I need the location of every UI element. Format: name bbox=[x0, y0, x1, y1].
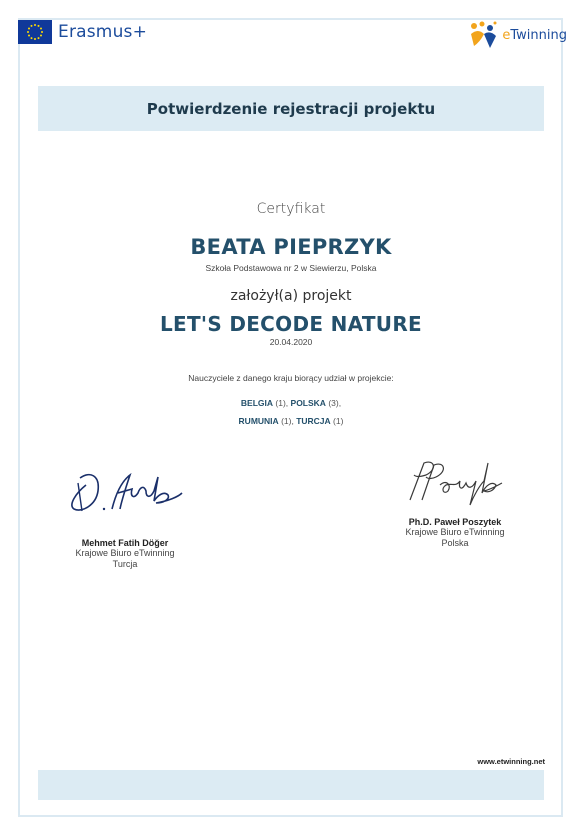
project-name: LET'S DECODE NATURE bbox=[159, 312, 423, 336]
country-separator: , bbox=[338, 398, 342, 408]
country-separator: , bbox=[285, 398, 291, 408]
etwinning-logo bbox=[468, 20, 567, 50]
signatory-office-right: Krajowe Biuro eTwinning bbox=[405, 527, 505, 537]
project-date: 20.04.2020 bbox=[269, 337, 313, 347]
countries-line-1 bbox=[38, 398, 544, 408]
title-bar bbox=[38, 86, 544, 131]
country-count: (1) bbox=[275, 398, 286, 408]
signature-block-left bbox=[25, 463, 225, 570]
signatory-name-left: Mehmet Fatih Döğer bbox=[81, 538, 169, 548]
country-name: RUMUNIA bbox=[238, 416, 279, 426]
recipient-name: BEATA PIEPRZYK bbox=[190, 235, 392, 259]
page-title: Potwierdzenie rejestracji projektu bbox=[146, 99, 436, 118]
signature-block-right bbox=[355, 455, 555, 549]
etwinning-name: Twinning bbox=[510, 27, 567, 43]
country-separator: , bbox=[291, 416, 297, 426]
country-count: (3) bbox=[328, 398, 339, 408]
erasmus-logo bbox=[18, 20, 147, 44]
etwinning-label bbox=[502, 28, 567, 43]
country-name: TURCJA bbox=[296, 416, 331, 426]
country-name: POLSKA bbox=[290, 398, 326, 408]
country-count: (1) bbox=[333, 416, 344, 426]
handwritten-signature-right bbox=[355, 455, 555, 515]
erasmus-label: Erasmus+ bbox=[58, 22, 148, 42]
website-link[interactable]: www.etwinning.net bbox=[477, 757, 545, 766]
school-name: Szkoła Podstawowa nr 2 w Siewierzu, Polska bbox=[205, 263, 377, 273]
country-name: BELGIA bbox=[240, 398, 274, 408]
founded-text: założył(a) projekt bbox=[230, 288, 352, 304]
footer-bar bbox=[38, 770, 544, 800]
countries-line-2 bbox=[38, 416, 544, 426]
teachers-intro: Nauczyciele z danego kraju biorący udział w projekcie: bbox=[188, 373, 394, 383]
signatory-office-left: Krajowe Biuro eTwinning bbox=[75, 548, 175, 558]
signatory-country-right: Polska bbox=[441, 538, 469, 548]
signatory-country-left: Turcja bbox=[112, 559, 138, 569]
eu-flag-icon bbox=[18, 20, 52, 44]
etwinning-prefix: e bbox=[502, 27, 511, 43]
eu-stars-icon bbox=[18, 20, 52, 44]
certificate-label: Certyfikat bbox=[256, 201, 326, 217]
header bbox=[18, 20, 567, 64]
handwritten-signature-left bbox=[25, 463, 225, 523]
country-count: (1) bbox=[281, 416, 292, 426]
signatory-name-right: Ph.D. Paweł Poszytek bbox=[408, 517, 502, 527]
etwinning-figures-icon bbox=[468, 20, 502, 50]
